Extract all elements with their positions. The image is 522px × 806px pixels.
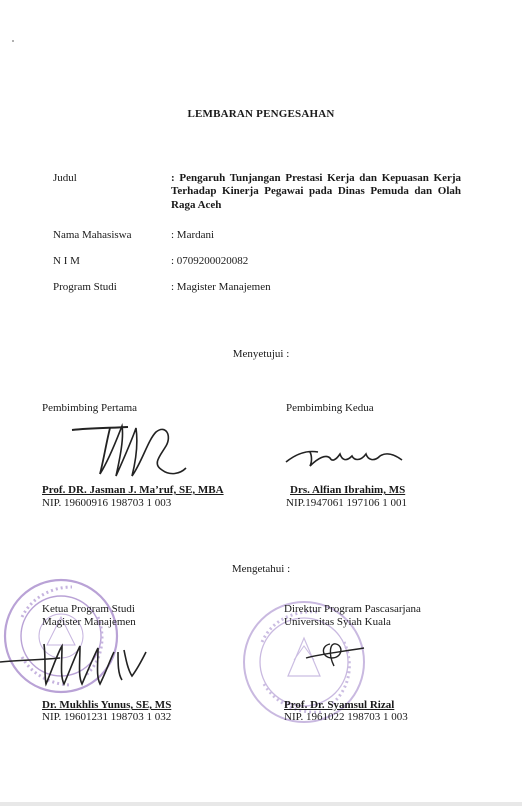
signature-ketua-prodi xyxy=(0,630,180,690)
prodi-label: Program Studi xyxy=(53,281,117,293)
ketua-prodi-nip: NIP. 19601231 198703 1 032 xyxy=(42,711,172,723)
ketua-prodi-role-line1: Ketua Program Studi xyxy=(42,603,135,615)
pembimbing-pertama-role: Pembimbing Pertama xyxy=(42,402,138,414)
direktur-role-line2: Universitas Syiah Kuala xyxy=(284,616,391,628)
page-bottom-edge xyxy=(0,802,522,806)
pembimbing-kedua-role: Pembimbing Kedua xyxy=(286,402,374,414)
pembimbing-kedua-name: Drs. Alfian Ibrahim, MS xyxy=(290,484,406,496)
prodi-value: : Magister Manajemen xyxy=(171,281,271,293)
scan-speck xyxy=(12,40,14,42)
signature-direktur xyxy=(300,636,370,672)
pembimbing-pertama-nip: NIP. 19600916 198703 1 003 xyxy=(42,497,172,509)
ketua-prodi-name: Dr. Mukhlis Yunus, SE, MS xyxy=(42,699,172,711)
pembimbing-pertama-name: Prof. DR. Jasman J. Ma’ruf, SE, MBA xyxy=(42,484,224,496)
nama-label: Nama Mahasiswa xyxy=(53,229,132,241)
judul-label: Judul xyxy=(53,172,77,184)
nim-label: N I M xyxy=(53,255,80,267)
direktur-nip: NIP. 1961022 198703 1 003 xyxy=(284,711,408,723)
acknowledgement-heading: Mengetahui : xyxy=(231,563,291,575)
signature-pembimbing-kedua xyxy=(282,444,406,470)
direktur-name: Prof. Dr. Syamsul Rizal xyxy=(284,699,395,711)
direktur-role-line1: Direktur Program Pascasarjana xyxy=(284,603,421,615)
pembimbing-kedua-nip: NIP.1947061 197106 1 001 xyxy=(286,497,408,509)
judul-value: : Pengaruh Tunjangan Prestasi Kerja dan Kepuasan Kerja Terhadap Kinerja Pegawai pada Dinas Pemuda dan Olah Raga Aceh xyxy=(171,172,461,211)
approval-heading: Menyetujui : xyxy=(232,348,290,360)
nama-value: : Mardani xyxy=(171,229,215,241)
nim-value: : 0709200020082 xyxy=(171,255,249,267)
signature-pembimbing-pertama xyxy=(70,418,190,484)
page-title: LEMBARAN PENGESAHAN xyxy=(187,108,335,120)
ketua-prodi-role-line2: Magister Manajemen xyxy=(42,616,136,628)
